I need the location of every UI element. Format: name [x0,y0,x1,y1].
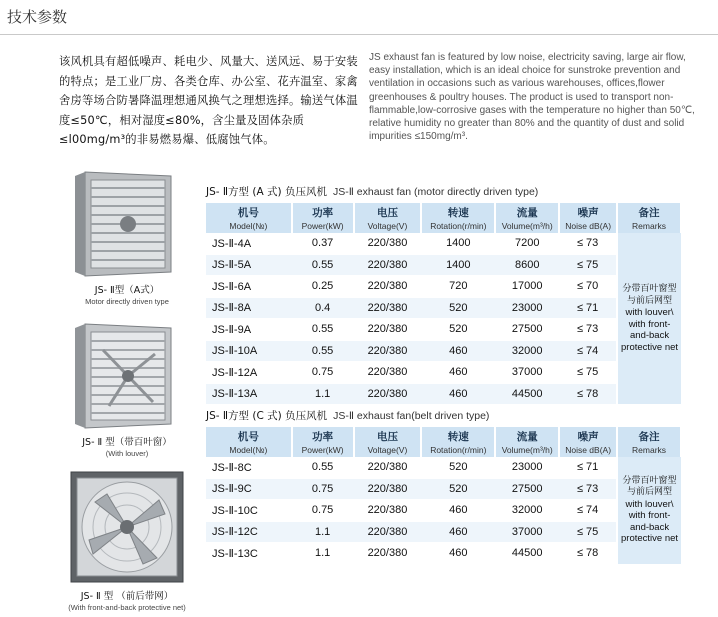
fan-louver-image [73,168,181,278]
cell-model: JS-Ⅱ-8C [206,457,292,478]
cell-rotation: 1400 [421,233,495,254]
cell-rotation: 460 [421,521,495,543]
table-a-title [206,184,538,199]
cell-volume: 27500 [495,319,559,341]
cell-model: JS-Ⅱ-5A [206,254,292,276]
cell-rotation: 460 [421,383,495,405]
cell-noise: ≤ 74 [559,340,617,362]
cell-noise: ≤ 75 [559,521,617,543]
cell-model: JS-Ⅱ-9A [206,319,292,341]
cell-volume: 32000 [495,340,559,362]
cell-volume: 23000 [495,457,559,478]
table-row [206,233,681,254]
cell-rotation: 460 [421,362,495,384]
cell-model: JS-Ⅱ-10A [206,340,292,362]
table-a-title-en: JS-Ⅱ exhaust fan (motor directly driven type) [332,186,539,198]
spec-table-a [206,203,682,405]
cell-voltage: 220/380 [354,254,422,276]
col-volume: 流量 Volume(m³/h) [495,203,559,233]
cell-power: 0.37 [292,233,354,254]
table-c-title [206,408,489,423]
col-remarks: 备注 Remarks [617,427,681,457]
cell-noise: ≤ 73 [559,319,617,341]
spec-table-c [206,427,682,565]
table-c-title-cn: JS- Ⅱ方型 (C 式) 负压风机 [206,410,328,422]
cell-volume: 32000 [495,500,559,522]
product-caption-cn: JS- Ⅱ型（A式） [94,285,160,296]
col-voltage: 电压 Voltage(V) [354,427,422,457]
table-a-body [206,233,681,405]
cell-power: 1.1 [292,521,354,543]
cell-voltage: 220/380 [354,457,422,478]
cell-noise: ≤ 71 [559,457,617,478]
cell-power: 0.55 [292,340,354,362]
product-caption-cn: JS- Ⅱ 型 （前后带网） [80,591,174,602]
cell-power: 1.1 [292,543,354,565]
cell-model: JS-Ⅱ-6A [206,276,292,298]
fan-louver-image-2 [73,320,181,430]
cell-model: JS-Ⅱ-12C [206,521,292,543]
cell-noise: ≤ 78 [559,543,617,565]
cell-power: 1.1 [292,383,354,405]
cell-noise: ≤ 70 [559,276,617,298]
cell-rotation: 520 [421,319,495,341]
cell-volume: 37000 [495,362,559,384]
table-row [206,383,681,405]
cell-volume: 23000 [495,297,559,319]
product-direct-drive [64,168,190,306]
cell-model: JS-Ⅱ-12A [206,362,292,384]
cell-voltage: 220/380 [354,340,422,362]
cell-voltage: 220/380 [354,478,422,500]
table-header-row [206,203,681,233]
col-power: 功率 Power(kW) [292,203,354,233]
table-row [206,340,681,362]
col-rotation: 转速 Rotation(r/min) [421,203,495,233]
cell-voltage: 220/380 [354,521,422,543]
cell-volume: 44500 [495,543,559,565]
cell-power: 0.55 [292,319,354,341]
col-volume: 流量 Volume(m³/h) [495,427,559,457]
table-row [206,521,681,543]
cell-voltage: 220/380 [354,383,422,405]
cell-rotation: 520 [421,478,495,500]
cell-volume: 27500 [495,478,559,500]
col-model: 机号 Model(№) [206,427,292,457]
product-caption-cn: JS- Ⅱ 型（带百叶窗） [82,437,172,448]
product-with-louver [64,320,190,458]
cell-rotation: 720 [421,276,495,298]
cell-voltage: 220/380 [354,319,422,341]
intro-chinese [59,52,359,150]
cell-volume: 37000 [495,521,559,543]
product-with-net [60,470,194,612]
col-model: 机号 Model(№) [206,203,292,233]
section-header [0,0,718,35]
cell-volume: 7200 [495,233,559,254]
cell-model: JS-Ⅱ-10C [206,500,292,522]
cell-rotation: 520 [421,297,495,319]
cell-voltage: 220/380 [354,297,422,319]
table-c-body [206,457,681,564]
cell-model: JS-Ⅱ-13A [206,383,292,405]
fan-net-image [67,470,187,584]
cell-voltage: 220/380 [354,276,422,298]
cell-volume: 44500 [495,383,559,405]
table-row [206,254,681,276]
cell-remarks [617,233,681,405]
cell-noise: ≤ 75 [559,362,617,384]
col-noise: 噪声 Noise dB(A) [559,427,617,457]
cell-rotation: 460 [421,543,495,565]
cell-volume: 8600 [495,254,559,276]
cell-model: JS-Ⅱ-13C [206,543,292,565]
cell-power: 0.25 [292,276,354,298]
cell-remarks [617,457,681,564]
product-caption-en: Motor directly driven type [85,297,169,306]
remarks-en: with louver\ with front- and-back protective net [621,307,679,353]
cell-noise: ≤ 71 [559,297,617,319]
cell-power: 0.55 [292,254,354,276]
table-row [206,457,681,478]
cell-model: JS-Ⅱ-4A [206,233,292,254]
table-row [206,276,681,298]
cell-noise: ≤ 78 [559,383,617,405]
col-voltage: 电压 Voltage(V) [354,203,422,233]
cell-power: 0.75 [292,362,354,384]
cell-volume: 17000 [495,276,559,298]
cell-voltage: 220/380 [354,543,422,565]
col-noise: 噪声 Noise dB(A) [559,203,617,233]
cell-power: 0.75 [292,500,354,522]
cell-noise: ≤ 73 [559,478,617,500]
section-title: 技术参数 [7,8,68,26]
remarks-cn: 分带百叶窗型与前后网型 [622,284,677,306]
table-row [206,543,681,565]
col-rotation: 转速 Rotation(r/min) [421,427,495,457]
col-power: 功率 Power(kW) [292,427,354,457]
table-row [206,500,681,522]
intro-cn-text: 该风机具有超低噪声、耗电少、风量大、送风远、易于安装的特点；是工业厂房、各类仓库、办公室、花卉温室、家禽舍房等场合防暑降温理想通风换气之理想选择。输送气体温度≤50℃，相对湿度≤80%，含尘量及固体杂质≤l00mg/m³的非易燃易爆、低腐蚀气体。 [59,55,358,146]
product-caption-en: (With front-and-back protective net) [68,603,186,612]
product-caption-en: (With louver) [105,449,149,458]
intro-english [369,51,699,143]
cell-noise: ≤ 74 [559,500,617,522]
cell-power: 0.4 [292,297,354,319]
remarks-en: with louver\ with front- and-back protective net [621,498,679,545]
cell-power: 0.75 [292,478,354,500]
cell-rotation: 460 [421,500,495,522]
col-remarks: 备注 Remarks [617,203,681,233]
table-row [206,478,681,500]
table-c-title-en: JS-Ⅱ exhaust fan(belt driven type) [333,410,490,422]
table-row [206,362,681,384]
cell-power: 0.55 [292,457,354,478]
cell-model: JS-Ⅱ-9C [206,478,292,500]
cell-noise: ≤ 75 [559,254,617,276]
table-row [206,297,681,319]
table-a-title-cn: JS- Ⅱ方型 (A 式) 负压风机 [206,186,327,198]
table-row [206,319,681,341]
cell-voltage: 220/380 [354,500,422,522]
cell-model: JS-Ⅱ-8A [206,297,292,319]
remarks-cn: 分带百叶窗型与前后网型 [622,475,677,498]
cell-rotation: 460 [421,340,495,362]
table-header-row [206,427,681,457]
cell-voltage: 220/380 [354,233,422,254]
cell-voltage: 220/380 [354,362,422,384]
cell-rotation: 520 [421,457,495,478]
intro-en-text: JS exhaust fan is featured by low noise, electricity saving, large air flow, easy installation, which is an ideal choice for sunstroke prevention and ventilation in occasions such as various warehouses, offices,flower greenhouses & poultry houses. The product is used to transport non-flammable,low-corrosive gases with the temperature no higher than 50℃, relative humidity no greater than 80% and the quantity of dust and solid impurities ≤150mg/m³. [369,52,695,143]
cell-noise: ≤ 73 [559,233,617,254]
cell-rotation: 1400 [421,254,495,276]
